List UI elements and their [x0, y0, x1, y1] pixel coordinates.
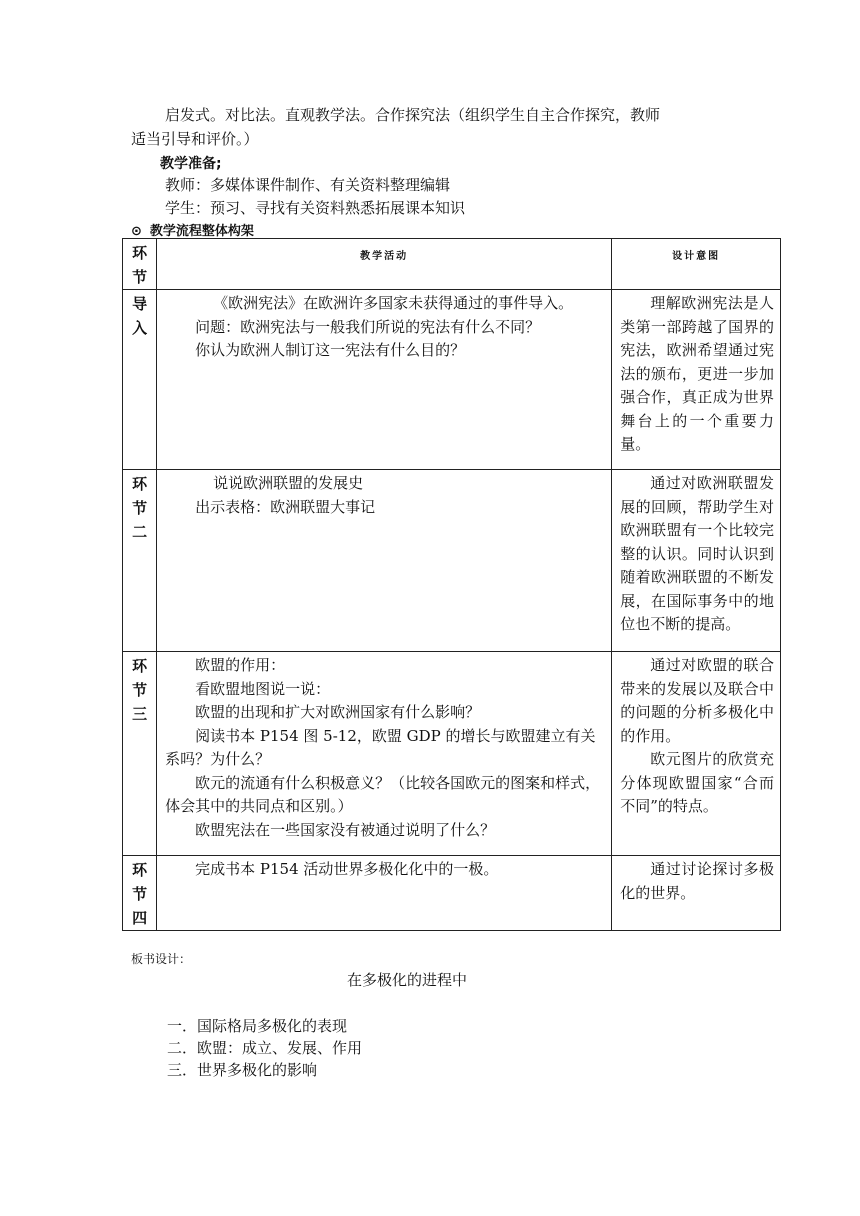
prep-heading: 教学准备;	[160, 156, 222, 172]
board-title: 在多极化的进程中	[347, 971, 468, 989]
stage-char: 环	[132, 475, 148, 493]
header-stage-char: 环	[132, 244, 148, 262]
stage-char: 节	[132, 681, 148, 699]
activity-line: 欧元的流通有什么积极意义？（比较各国欧元的图案和样式，体会其中的共同点和区别。）	[165, 773, 601, 815]
table-header-row	[123, 239, 781, 290]
intent-cell	[612, 470, 781, 652]
board-item: 二．欧盟：成立、发展、作用	[167, 1039, 363, 1057]
activity-line: 问题：欧洲宪法与一般我们所说的宪法有什么不同？	[195, 317, 541, 336]
stage-char: 二	[132, 523, 148, 541]
intent-cell	[612, 652, 781, 856]
framework-heading: 教学流程整体构架	[149, 224, 254, 239]
intent-text: 理解欧洲宪法是人类第一部跨越了国界的宪法，欧洲希望通过宪法的颁布，更进一步加强合作，真正成为世界舞台上的一个重要力量。	[620, 294, 774, 453]
teacher-prep: 教师：多媒体课件制作、有关资料整理编辑	[165, 176, 451, 194]
stage-char: 环	[132, 657, 148, 675]
table-row	[123, 652, 781, 856]
intent-text: 通过讨论探讨多极化的世界。	[620, 860, 774, 902]
activity-line: 说说欧洲联盟的发展史	[213, 474, 364, 492]
activity-line: 阅读书本 P154 图 5-12，欧盟 GDP 的增长与欧盟建立有关系吗？为什么？	[165, 726, 596, 768]
activity-line: 《欧洲宪法》在欧洲许多国家未获得通过的事件导入。	[213, 294, 574, 312]
student-prep: 学生：预习、寻找有关资料熟悉拓展课本知识	[165, 199, 466, 217]
header-stage	[123, 239, 157, 290]
activity-line: 欧盟宪法在一些国家没有被通过说明了什么？	[195, 820, 496, 839]
stage-cell	[123, 290, 157, 470]
stage-char: 导	[132, 295, 148, 313]
table-row	[123, 290, 781, 470]
activity-cell	[157, 290, 612, 470]
framework-heading-row	[131, 220, 254, 239]
activity-line: 看欧盟地图说一说：	[195, 679, 331, 698]
activity-line: 欧盟的出现和扩大对欧洲国家有什么影响？	[195, 703, 481, 721]
activity-line: 出示表格：欧洲联盟大事记	[195, 497, 376, 516]
intent-text: 通过对欧盟的联合带来的发展以及联合中的问题的分析多极化中的作用。	[620, 656, 774, 745]
activity-line: 你认为欧洲人制订这一宪法有什么目的？	[195, 341, 466, 359]
stage-char: 四	[132, 909, 148, 927]
activity-line: 完成书本 P154 活动世界多极化化中的一极。	[195, 860, 499, 878]
teaching-methods-line2: 适当引导和评价。）	[131, 130, 259, 148]
stage-char: 环	[132, 861, 148, 879]
board-item: 一．国际格局多极化的表现	[167, 1017, 348, 1035]
stage-char: 节	[132, 499, 148, 517]
stage-char: 节	[132, 885, 148, 903]
activity-cell	[157, 652, 612, 856]
intent-text: 通过对欧洲联盟发展的回顾，帮助学生对欧洲联盟有一个比较完整的认识。同时认识到随着欧洲联盟的不断发展，在国际事务中的地位也不断的提高。	[620, 474, 774, 633]
intent-cell	[612, 856, 781, 931]
board-label: 板书设计：	[131, 952, 192, 966]
stage-cell	[123, 856, 157, 931]
table-row	[123, 470, 781, 652]
stage-cell	[123, 652, 157, 856]
stage-char: 入	[132, 319, 148, 337]
intent-text: 欧元图片的欣赏充分体现欧盟国家“合而不同”的特点。	[620, 750, 774, 815]
table-row	[123, 856, 781, 931]
activity-cell	[157, 470, 612, 652]
board-item: 三．世界多极化的影响	[167, 1061, 318, 1079]
stage-cell	[123, 470, 157, 652]
header-intent: 设计意图	[612, 239, 781, 290]
header-activity: 教学活动	[157, 239, 612, 290]
header-stage-char: 节	[132, 268, 148, 286]
stage-char: 三	[132, 705, 148, 723]
activity-cell	[157, 856, 612, 931]
teaching-flow-table	[122, 238, 781, 931]
target-bullet-icon: ⊙	[131, 224, 142, 239]
intent-cell	[612, 290, 781, 470]
activity-line: 欧盟的作用：	[195, 656, 286, 674]
teaching-methods-line1: 启发式。对比法。直观教学法。合作探究法（组织学生自主合作探究，教师	[165, 106, 661, 124]
